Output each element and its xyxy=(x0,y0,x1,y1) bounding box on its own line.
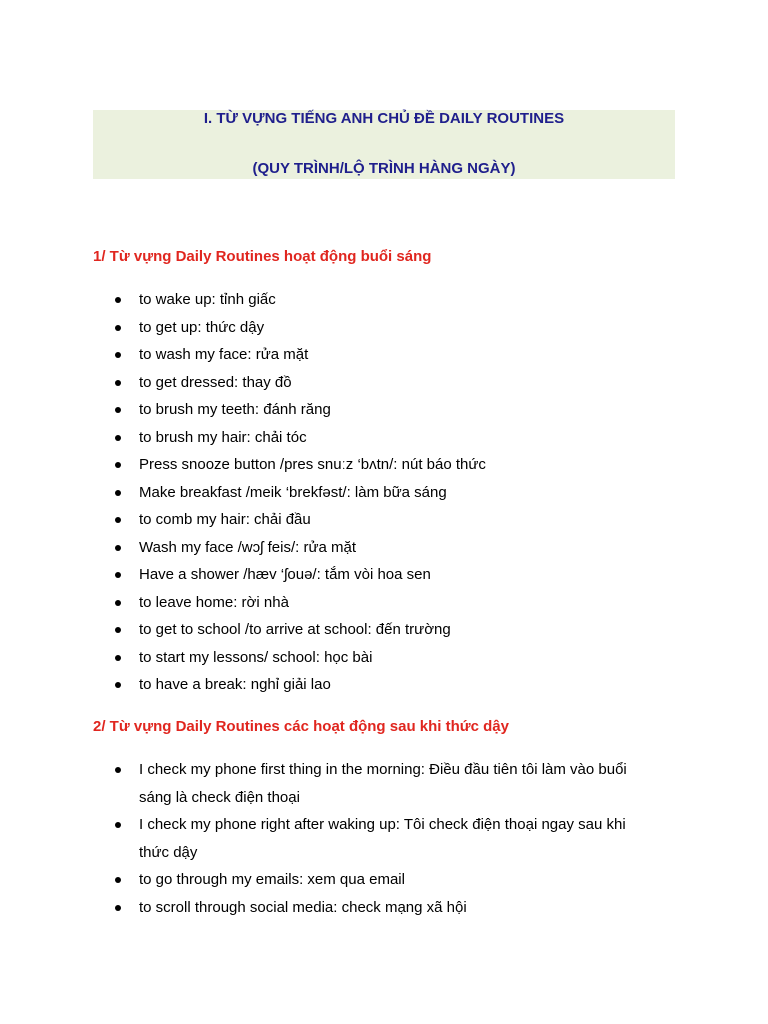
list-item xyxy=(0,756,659,811)
list-item xyxy=(0,424,659,452)
bullet-icon xyxy=(115,517,121,523)
list-item-text: to comb my hair: chải đầu xyxy=(139,511,311,528)
list-item-text: to get to school /to arrive at school: đến trường xyxy=(139,621,451,638)
list-item-text: Wash my face /wɔʃ feis/: rửa mặt xyxy=(139,538,357,556)
list-item xyxy=(0,286,659,314)
bullet-icon xyxy=(115,905,121,911)
list-item-text: to get dressed: thay đồ xyxy=(139,373,292,391)
list-item-text: to start my lessons/ school: học bài xyxy=(139,648,373,666)
bullet-icon xyxy=(115,490,121,496)
list-item-text: to leave home: rời nhà xyxy=(139,593,289,611)
list-item xyxy=(0,811,659,866)
title-box xyxy=(93,110,675,179)
bullet-icon xyxy=(115,325,121,331)
list-item xyxy=(0,451,659,479)
list-item xyxy=(0,894,659,922)
list-item xyxy=(0,314,659,342)
list-item xyxy=(0,561,659,589)
list-item-text: to scroll through social media: check mạng xã hội xyxy=(139,898,467,916)
list-item-text: to brush my hair: chải tóc xyxy=(139,428,307,446)
bullet-icon xyxy=(115,407,121,413)
list-item xyxy=(0,479,659,507)
list-item-text: to get up: thức dậy xyxy=(139,318,265,336)
bullet-icon xyxy=(115,297,121,303)
list-item-text: I check my phone right after waking up: Tôi check điện thoại ngay sau khi thức dậy xyxy=(139,816,626,861)
page-subtitle: (QUY TRÌNH/LỘ TRÌNH HÀNG NGÀY) xyxy=(252,160,516,177)
list-item-text: to wash my face: rửa mặt xyxy=(139,346,309,363)
bullet-icon xyxy=(115,545,121,551)
list-item xyxy=(0,506,659,534)
bullet-icon xyxy=(115,572,121,578)
bullet-icon xyxy=(115,435,121,441)
list-item-text: to brush my teeth: đánh răng xyxy=(139,401,331,418)
list-item xyxy=(0,396,659,424)
section-heading-after-waking: 2/ Từ vựng Daily Routines các hoạt động sau khi thức dậy xyxy=(93,718,509,735)
bullet-icon xyxy=(115,380,121,386)
bullet-icon xyxy=(115,822,121,828)
morning-vocabulary-list xyxy=(0,286,659,699)
page-title: I. TỪ VỰNG TIẾNG ANH CHỦ ĐỀ DAILY ROUTINES xyxy=(203,110,565,127)
list-item xyxy=(0,589,659,617)
bullet-icon xyxy=(115,627,121,633)
list-item xyxy=(0,341,659,369)
bullet-icon xyxy=(115,682,121,688)
after-waking-vocabulary-list xyxy=(0,756,659,921)
section-heading-morning: 1/ Từ vựng Daily Routines hoạt động buổi sáng xyxy=(93,248,432,265)
list-item-text: I check my phone first thing in the morning: Điều đầu tiên tôi làm vào buổi sáng là check điện thoại xyxy=(139,761,627,806)
list-item-text: Make breakfast /meik ‘brekfəst/: làm bữa sáng xyxy=(139,483,447,501)
bullet-icon xyxy=(115,877,121,883)
list-item-text: to go through my emails: xem qua email xyxy=(139,871,405,888)
list-item-text: Press snooze button /pres snuːz ‘bʌtn/: nút báo thức xyxy=(139,456,486,473)
list-item xyxy=(0,616,659,644)
list-item xyxy=(0,534,659,562)
bullet-icon xyxy=(115,767,121,773)
list-item xyxy=(0,671,659,699)
list-item-text: to wake up: tỉnh giấc xyxy=(139,291,276,308)
bullet-icon xyxy=(115,352,121,358)
bullet-icon xyxy=(115,655,121,661)
list-item xyxy=(0,369,659,397)
list-item-text: Have a shower /hæv ‘ʃouə/: tắm vòi hoa sen xyxy=(139,566,431,583)
bullet-icon xyxy=(115,462,121,468)
list-item xyxy=(0,644,659,672)
list-item xyxy=(0,866,659,894)
bullet-icon xyxy=(115,600,121,606)
list-item-text: to have a break: nghỉ giải lao xyxy=(139,676,331,693)
